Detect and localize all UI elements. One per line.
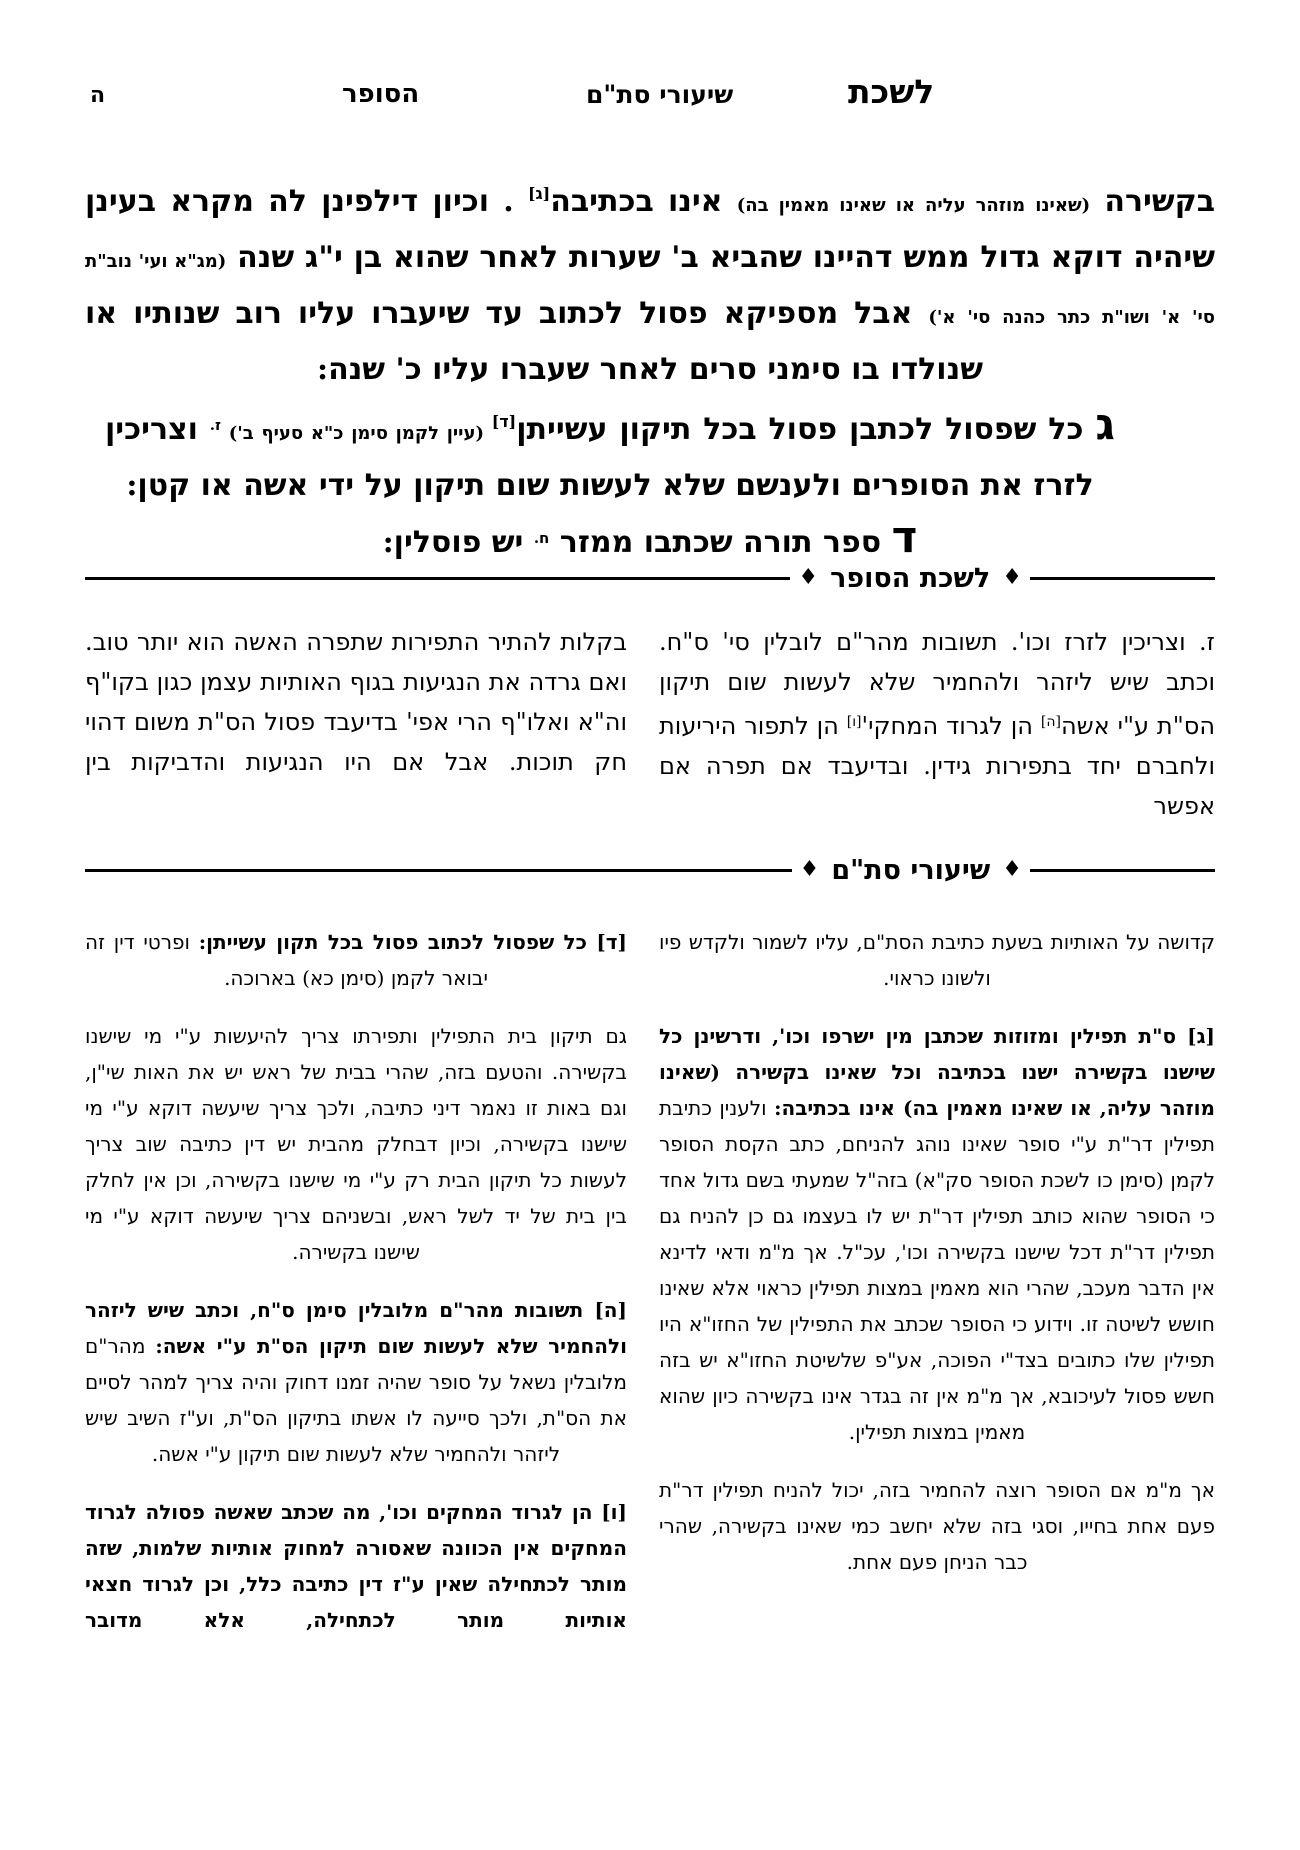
column-right [659,924,1215,1660]
section-lishkas-hasofer [85,622,1215,826]
divider-shiurei-stam [85,850,1215,890]
paragraph [85,1494,627,1638]
text-segment: (מג"א ועי' נוב"ת סי' א' ושו"ת כתר כהנה סי' א') [85,251,1216,328]
paragraph [659,924,1215,996]
text-segment: מהר"ם מלובלין נשאל על סופר שהיה זמנו דחוק והיה צריך למהר לסיים את הס"ת, ולכך סייעה לו אשתו בתיקון הס"ת, וע"ז השיב שיש ליזהר ולהחמיר שלא לעשות שום תיקון ע"י אשה. [85,1334,627,1466]
text-segment: . וכיון דילפינן לה מקרא בעינן שיהיה דוקא גדול ממש דהיינו שהביא ב' שערות לאחר שהוא בן י"ג שנה [85,184,1215,275]
text-segment: [ו] [846,714,862,730]
text-segment: הן לתפור היריעות ולחברם יחד בתפירות גידין. ובדיעבד אם תפרה אם אפשר [659,712,1215,820]
text-segment: קדושה על האותיות בשעת כתיבת הסת"ם, עליו לשמור ולקדש פיו ולשונו כראוי. [659,930,1215,990]
page-number: ה [90,82,106,108]
divider-rule [1030,577,1215,580]
column-left [85,924,627,1660]
divider-rule [85,869,792,872]
text-segment: [ה] [1040,714,1061,730]
book-title-right: לשכת [848,72,935,111]
text-segment: ד [891,512,918,563]
text-segment: אינו בכתיבה [550,184,737,219]
divider-rule [85,577,790,580]
column-left [85,622,627,826]
diamond-icon: ♦ [799,857,820,882]
text-segment: [ג] ס"ת תפילין ומזוזות שכתבן מין ישרפו וכו', ודרשינן כל שישנו בקשירה ישנו בכתיבה וכל שאינו בקשירה (שאינו מוזהר עליה, או שאינו מאמין בה) אינו בכתיבה: [659,1024,1216,1120]
text-segment: וצריכין לזרז את הסופרים ולענשם שלא לעשות שום תיקון על ידי אשה או קטן: [105,412,1094,503]
text-segment: (עיין לקמן סימן כ"א סעיף ב') [221,423,492,444]
divider-label: שיעורי סת"ם [831,854,991,886]
paragraph [659,1472,1215,1580]
text-segment: (שאינו מוזהר עליה או שאינו מאמין בה) [736,195,1091,216]
text-segment: [ד] [491,412,517,431]
section-shiurei-stam [85,924,1215,1660]
text-segment: ז. וצריכין לזרז וכו'. תשובות מהר"ם לובלין סי' ס"ח. וכתב שיש ליזהר ולהחמיר שלא לעשות שום תיקון הס"ת ע"י אשה [659,628,1215,740]
divider-rule [1030,869,1215,872]
paragraph [85,622,627,782]
text-segment: [ו] הן לגרוד המחקים וכו', מה שכתב שאשה פסולה לגרוד המחקים אין הכוונה שאסורה למחוק אותיות שלמות, שזה מותר לכתחילה שאין ע"ז דין כתיבה כלל, וכן לגרוד חצאי אותיות מותר לכתחילה, אלא מדובר [85,1500,627,1632]
paragraph [85,924,627,996]
text-segment: כל שפסול לכתבן פסול בכל תיקון עשייתן [516,412,1096,447]
paragraph [659,1018,1215,1450]
text-segment: [ד] כל שפסול לכתוב פסול בכל תקון עשייתן: [198,930,627,954]
text-segment: אך מ"מ אם הסופר רוצה להחמיר בזה, יכול להניח תפילין דר"ת פעם אחת בחייו, וסגי בזה שלא יחשב כמי שאינו בקשירה, שהרי כבר הניחן פעם אחת. [659,1478,1215,1574]
text-segment: הן לגרוד המחקי' [861,712,1041,740]
paragraph [85,1292,627,1472]
divider-label: לשכת הסופר [830,562,991,594]
paragraph [85,168,1215,396]
text-segment: ולענין כתיבת תפילין דר"ת ע"י סופר שאינו נוהג להניחם, כתב הקסת הסופר לקמן (סימן כו לשכת הסופר סק"א) בזה"ל שמעתי בשם גדול אחד כי הסופר שהוא כותב תפילין דר"ת יש לו בעצמו גם כן להניח גם תפילין דר"ת דכל שישנו בקשירה וכו', עכ"ל. אך מ"מ ודאי לדינא אין הדבר מעכב, שהרי הוא מאמין במצות תפילין כראוי אלא שאינו חושש לשיטה זו. וידוע כי הסופר שכתב את התפילין של החזו"א היו תפילין שלו כתובים בצד"י הפוכה, אע"פ שלשיטת החזו"א יש בזה חשש פסול לעיכובא, אך מ"מ אין זה בגדר אינו בקשירה כיון שהוא מאמין במצות תפילין. [659,1096,1215,1444]
book-title-left: הסופר [342,79,420,109]
text-segment: יש פוסלין: [382,525,534,560]
diamond-icon: ♦ [1002,857,1022,882]
series-title: שיעורי סת"ם [586,80,734,109]
text-segment: אבל מספיקא פסול לכתוב עד שיעברו עליו רוב שנותיו או שנולדו בו סימני סרים לאחר שעברו עליו כ' שנה: [85,296,983,387]
paragraph [85,396,1215,512]
text-segment: גם תיקון בית התפילין ותפירתו צריך להיעשות ע"י מי שישנו בקשירה. והטעם בזה, שהרי בבית של ראש יש את האות שי"ן, וגם באות זו נאמר דיני כתיבה, ולכך צריך שיעשה דוקא ע"י מי שישנו בקשירה, וכיון דבחלק מהבית יש דין כתיבה שוב צריך לעשות כל תיקון הבית רק ע"י מי שישנו בקשירה, וכן אין לחלק בין בית של יד לשל ראש, ובשניהם צריך שיעשה דוקא ע"י מי שישנו בקשירה. [85,1024,627,1264]
paragraph [659,622,1215,826]
text-segment: ספר תורה שכתבו ממזר [549,525,892,560]
text-segment: ופרטי דין זה יבואר לקמן (סימן כא) בארוכה. [85,930,488,990]
text-segment: ח. [533,529,550,547]
divider-lishkas-hasofer [85,558,1215,598]
diamond-icon: ♦ [1002,565,1022,590]
text-segment: [ג] [527,184,551,203]
text-segment: ז. [209,416,222,434]
text-segment: בקלות להתיר התפירות שתפרה האשה הוא יותר טוב. ואם גרדה את הנגיעות בגוף האותיות עצמן כגון בקו"ף וה"א ואלו"ף הרי אפי' בדיעבד פסול הס"ת משום דהוי חק תוכות. אבל אם היו הנגיעות והדביקות בין [85,628,627,776]
text-segment: [ה] תשובות מהר"ם מלובלין סימן ס"ח, וכתב שיש ליזהר ולהחמיר שלא לעשות שום תיקון הס"ת ע"י אשה: [85,1298,627,1358]
text-segment: ג [1095,399,1115,450]
paragraph [85,1018,627,1270]
diamond-icon: ♦ [798,565,819,590]
column-right [659,622,1215,826]
main-halacha-text [85,168,1215,569]
text-segment: בקשירה [1090,184,1215,219]
